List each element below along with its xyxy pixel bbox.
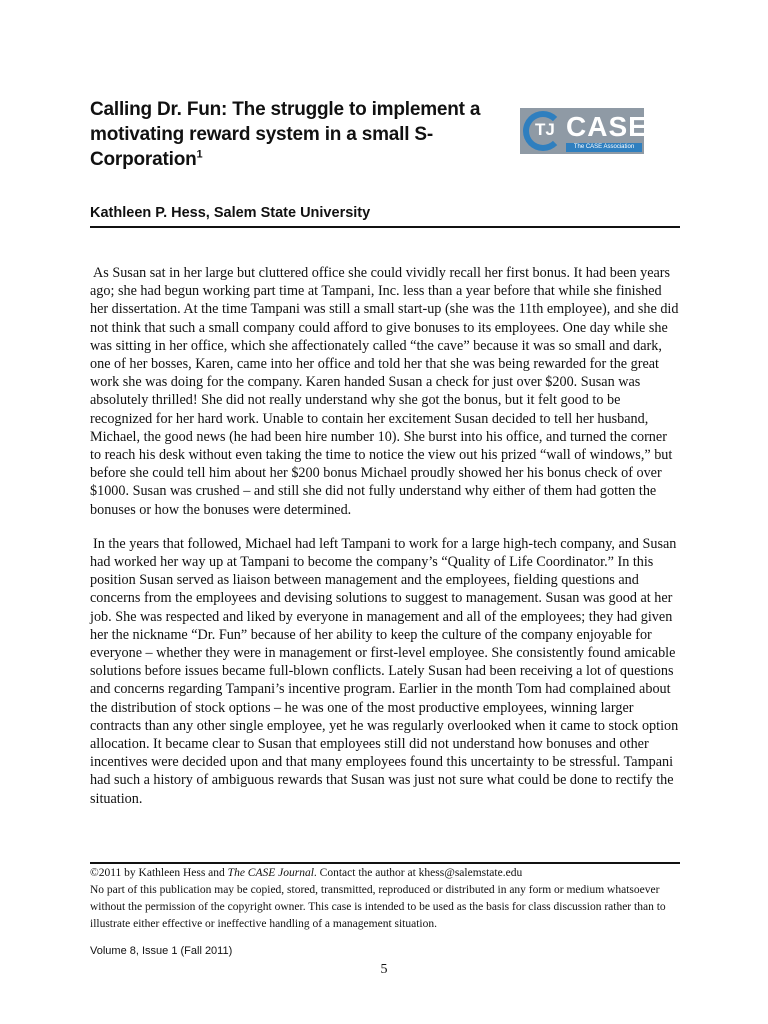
rights-notice: No part of this publication may be copied, stored, transmitted, reproduced or distributed in any form or medium whatsoever without the permission of the copyright owner. This case is intended to be used as the basis for class discussion rather than to illustrate either effective or ineffective handling of a management situation. [90,884,666,930]
paragraph-1: As Susan sat in her large but cluttered office she could vividly recall her first bonus. It had been years ago; she had begun working part time at Tampani, Inc. less than a year before that while she finished her dissertation. At the time Tampani was still a small start-up (she was the 11th employee), and she did not think that such a small company could afford to give bonuses to its employees. One day while she was sitting in her office, which she affectionately called “the cave” because it was so small and dark, one of her bosses, Karen, came into her office and told her that she was being rewarded for the great work she was doing for the company. Karen handed Susan a check for just over $200. Susan was absolutely thrilled! She did not really understand why she got the bonus, but it felt good to be recognized for her hard work. Unable to contain her excitement Susan decided to tell her husband, Michael, the good news (he had been hire number 10). She burst into his office, and turned the corner to reach his desk without even taking the time to notice the view out his prized “wall of windows,” but before she could tell him about her $200 bonus Michael proudly showed her his bonus check of over $1000. Susan was crushed – and still she did not fully understand why either of them had gotten the bonuses or how the bonuses were determined. [90,265,679,518]
article-body [90,264,680,824]
case-association-logo [520,108,648,154]
logo-initials: TJ [535,120,555,139]
volume-issue: Volume 8, Issue 1 (Fall 2011) [90,945,233,957]
copyright-line [90,865,690,882]
title-footnote-mark: 1 [196,148,203,161]
logo-tagline: The CASE Association [566,143,642,152]
footnote [90,865,690,933]
footnote-divider [90,862,680,864]
paragraph-2: In the years that followed, Michael had left Tampani to work for a large high-tech company, and Susan had worked her way up at Tampani to become the company’s “Quality of Life Coordinator.” In this position Susan served as liaison between management and the employees, fielding questions and concerns from the employees and devising solutions to suggest to management. Susan was good at her job. She was respected and liked by everyone in management and all of the employees; they had given her the nickname “Dr. Fun” because of her ability to keep the culture of the company enjoyable for everyone – whether they were in management or first-level employee. She consistently found amicable solutions before issues became full-blown conflicts. Lately Susan had been receiving a lot of questions and concerns regarding Tampani’s incentive program. Earlier in the month Tom had complained about the distribution of stock options – he was one of the most productive employees, winning larger contracts than any other single employee, yet he was regularly overlooked when it came to stock option allocation. It became clear to Susan that employees still did not understand how bonuses and other incentives were decided upon and that many employees found this uncertainty to be stressful. Tampani had such a history of ambiguous rewards that Susan was just not sure what could be done to rectify the situation. [90,535,679,807]
copyright-prefix: ©2011 by Kathleen Hess and [90,867,228,879]
page-number: 5 [380,962,388,977]
author-line: Kathleen P. Hess, Salem State University [90,205,371,221]
header-divider [90,226,680,228]
article-title [90,97,490,172]
copyright-suffix: . Contact the author at khess@salemstate.edu [313,867,523,879]
journal-name: The CASE Journal [227,867,314,879]
article-title-text: Calling Dr. Fun: The struggle to implement a motivating reward system in a small S-Corporation [90,99,481,170]
logo-word: CASE [566,111,648,142]
